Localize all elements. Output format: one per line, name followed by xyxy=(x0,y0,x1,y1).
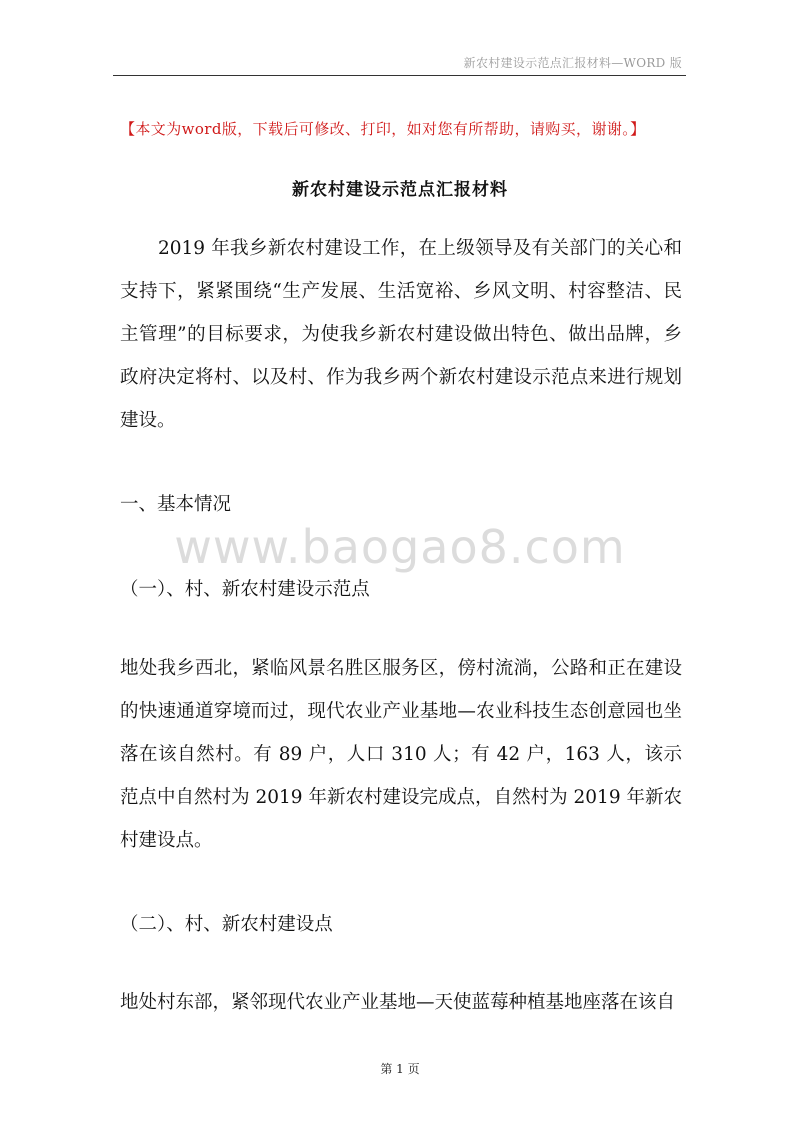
subsection-1-paragraph: 地处我乡西北，紧临风景名胜区服务区，傍村流淌，公路和正在建设的快速通道穿境而过，现代农业产业基地—农业科技生态创意园也坐落在该自然村。有 89 户，人口 310 人；有 42 户，163 人，该示范点中自然村为 2019 年新农村建设完成点，自然村为 2019 年新农村建设点。 xyxy=(120,658,682,851)
subsection-heading-1: （一）、村、新农村建设示范点 xyxy=(120,579,370,600)
section-heading-basic-info: 一、基本情况 xyxy=(120,494,232,515)
running-header: 新农村建设示范点汇报材料—WORD 版 xyxy=(463,56,682,70)
document-title: 新农村建设示范点汇报材料 xyxy=(292,180,508,200)
subsection-2-paragraph: 地处村东部，紧邻现代农业产业基地—天使蓝莓种植基地座落在该自 xyxy=(120,992,676,1013)
watermark: www.baogao8.com xyxy=(174,520,626,574)
header-divider xyxy=(113,75,686,76)
subsection-heading-2: （二）、村、新农村建设点 xyxy=(120,914,333,935)
download-notice: 【本文为word版，下载后可修改、打印，如对您有所帮助，请购买，谢谢。】 xyxy=(120,120,646,138)
page-number: 第 1 页 xyxy=(380,1062,420,1076)
intro-paragraph: 2019 年我乡新农村建设工作，在上级领导及有关部门的关心和支持下，紧紧围绕“生产发展、生活宽裕、乡风文明、村容整洁、民主管理”的目标要求，为使我乡新农村建设做出特色、做出品牌，乡政府决定将村、以及村、作为我乡两个新农村建设示范点来进行规划建设。 xyxy=(120,238,682,431)
